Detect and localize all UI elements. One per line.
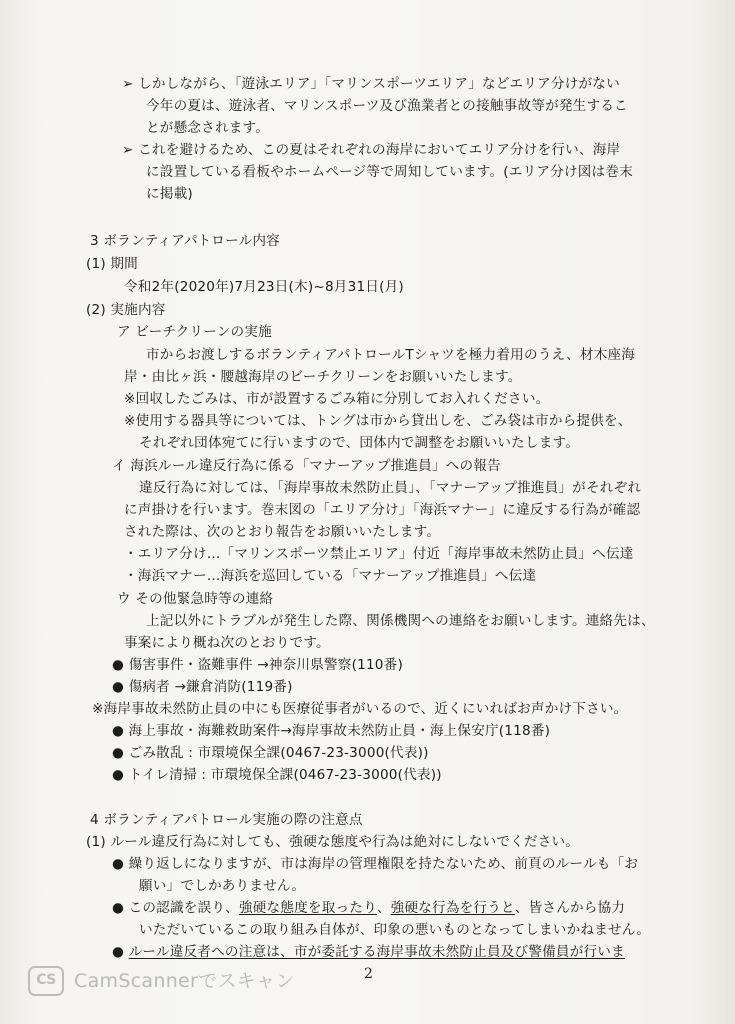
text-line: 願い」でしかありません。 bbox=[139, 878, 306, 894]
text-line: イ 海浜ルール違反行為に係る「マナーアップ推進員」への報告 bbox=[112, 458, 501, 474]
page-number: 2 bbox=[364, 966, 373, 982]
text-line: に設置している看板やホームページ等で周知しています。(エリア分け図は巻末 bbox=[146, 164, 633, 180]
text-line: ● 海上事故・海難救助案件→海岸事故未然防止員・海上保安庁(118番) bbox=[112, 723, 551, 739]
text-line: ※使用する器具等については、トングは市から貸出しを、ごみ袋は市から提供を、 bbox=[124, 413, 632, 429]
text-line: ・海浜マナー…海浜を巡回している「マナーアップ推進員」へ伝達 bbox=[124, 568, 537, 584]
text-line: ※回収したごみは、市が設置するごみ箱に分別してお入れください。 bbox=[124, 391, 550, 407]
text-line: ● 傷病者 →鎌倉消防(119番) bbox=[112, 679, 293, 695]
text-line: 3 ボランティアパトロール内容 bbox=[90, 233, 280, 249]
text-line: 令和2年(2020年)7月23日(木)~8月31日(月) bbox=[124, 279, 404, 295]
text-line: に声掛けを行います。巻末図の「エリア分け」「海浜マナー」に違反する行為が確認 bbox=[124, 502, 641, 518]
camscanner-watermark bbox=[28, 964, 388, 998]
text-line: ・エリア分け…「マリンスポーツ禁止エリア」付近「海岸事故未然防止員」へ伝達 bbox=[124, 546, 634, 562]
text-line: ● 傷害事件・盗難事件 →神奈川県警察(110番) bbox=[112, 657, 403, 673]
text-line: ア ビーチクリーンの実施 bbox=[117, 324, 272, 340]
text-line: された際は、次のとおり報告をお願いいたします。 bbox=[124, 524, 441, 540]
text-line: とが懸念されます。 bbox=[146, 120, 270, 136]
text-line: 市からお渡しするボランティアパトロールTシャツを極力着用のうえ、材木座海 bbox=[146, 347, 636, 363]
text-line: 岸・由比ヶ浜・腰越海岸のビーチクリーンをお願いいたします。 bbox=[124, 369, 522, 385]
text-line: いただいているこの取り組み自体が、印象の悪いものとなってしまいかねません。 bbox=[139, 922, 651, 938]
text-line: ※海岸事故未然防止員の中にも医療従事者がいるので、近くにいればお声かけ下さい。 bbox=[92, 701, 628, 717]
text-line: ● トイレ清掃 : 市環境保全課(0467-23-3000(代表)) bbox=[112, 767, 442, 783]
text-line: ● 繰り返しになりますが、市は海岸の管理権限を持たないため、前頁のルールも「お bbox=[112, 856, 639, 872]
text-line: に掲載) bbox=[146, 186, 193, 202]
text-line: 今年の夏は、遊泳者、マリンスポーツ及び漁業者との接触事故等が発生するこ bbox=[146, 98, 628, 114]
text-line: 上記以外にトラブルが発生した際、関係機関への連絡をお願いします。連絡先は、 bbox=[146, 613, 655, 629]
text-line: ➢ これを避けるため、この夏はそれぞれの海岸においてエリア分けを行い、海岸 bbox=[122, 142, 621, 158]
text-line: 4 ボランティアパトロール実施の際の注意点 bbox=[90, 812, 363, 828]
text-line: (1) ルール違反行為に対しても、強硬な態度や行為は絶対にしないでください。 bbox=[86, 834, 580, 850]
text-line: 事案により概ね次のとおりです。 bbox=[124, 635, 330, 651]
camscanner-logo-icon: CS bbox=[28, 966, 64, 996]
text-line: (2) 実施内容 bbox=[86, 302, 166, 318]
text-line: ● この認識を誤り、強硬な態度を取ったり、強硬な行為を行うと、皆さんから協力 bbox=[112, 900, 626, 916]
text-line: ● ルール違反者への注意は、市が委託する海岸事故未然防止員及び警備員が行いま bbox=[112, 944, 625, 960]
text-line: ウ その他緊急時等の連絡 bbox=[117, 591, 274, 607]
text-line: ● ごみ散乱 : 市環境保全課(0467-23-3000(代表)) bbox=[112, 745, 429, 761]
text-line: (1) 期間 bbox=[86, 256, 138, 272]
text-line: 違反行為に対しては、「海岸事故未然防止員」、「マナーアップ推進員」がそれぞれ bbox=[139, 480, 642, 496]
watermark-text: CamScannerでスキャン bbox=[74, 970, 295, 992]
text-line: それぞれ団体宛てに行いますので、団体内で調整をお願いいたします。 bbox=[139, 435, 580, 451]
text-line: ➢ しかしながら、「遊泳エリア」「マリンスポーツエリア」などエリア分けがない bbox=[122, 76, 620, 92]
